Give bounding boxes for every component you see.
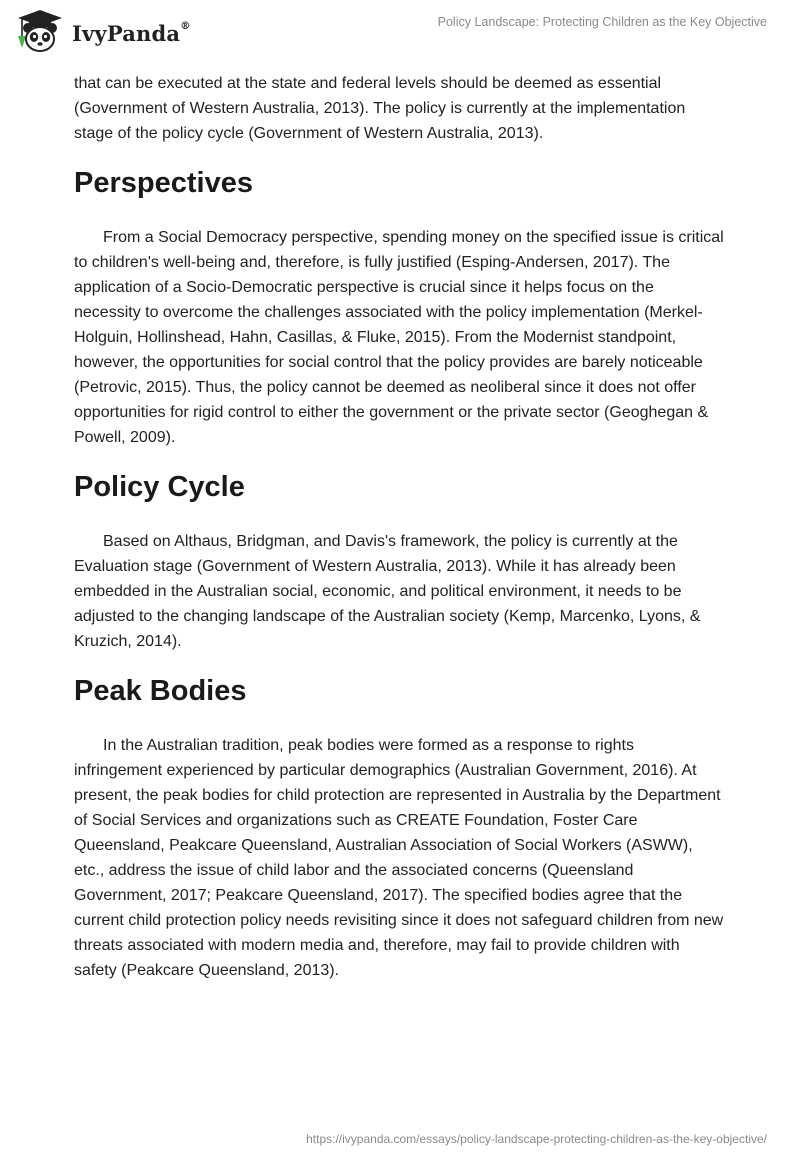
heading-policy-cycle: Policy Cycle [74,471,245,503]
essay-content [74,71,724,983]
document-title: Policy Landscape: Protecting Children as the Key Objective [437,15,767,29]
page-header [0,0,800,64]
paragraph-peak-bodies: In the Australian tradition, peak bodies were formed as a response to rights infringement experienced by particular demographics (Australian Government, 2016). At present, the peak bodies for child protection are represented in Australia by the Department of Social Services and organizations such as CREATE Foundation, Foster Care Queensland, Peakcare Queensland, Australian Association of Social Workers (ASWW), etc., address the issue of child labor and the associated concerns (Queensland Government, 2017; Peakcare Queensland, 2017). The specified bodies agree that the current child protection policy needs revisiting since it does not safeguard children from new threats associated with modern media and, therefore, may fail to provide children with safety (Peakcare Queensland, 2013). [74,737,724,979]
brand-name [72,21,190,46]
panda-graduate-icon [14,8,66,54]
paragraph-perspectives: From a Social Democracy perspective, spending money on the specified issue is critical to children's well-being and, therefore, is fully justified (Esping-Andersen, 2017). The application of a Socio-Democratic perspective is crucial since it helps focus on the necessity to overcome the challenges associated with the policy implementation (Merkel-Holguin, Hollinshead, Hahn, Casillas, & Fluke, 2015). From the Modernist standpoint, however, the opportunities for social control that the policy provides are barely noticeable (Petrovic, 2015). Thus, the policy cannot be deemed as neoliberal since it does not offer opportunities for rigid control to either the government or the private sector (Geoghegan & Powell, 2009). [74,229,724,446]
registered-mark: ® [180,20,191,32]
brand-name-text: IvyPanda [72,20,181,46]
paragraph-policy-cycle: Based on Althaus, Bridgman, and Davis's framework, the policy is currently at the Evaluation stage (Government of Western Australia, 2013). While it has already been embedded in the Australian social, economic, and political environment, it needs to be adjusted to the changing landscape of the Australian society (Kemp, Marcenko, Lyons, & Kruzich, 2014). [74,533,701,650]
ivypanda-logo[interactable] [14,8,190,54]
heading-perspectives: Perspectives [74,167,253,199]
intro-paragraph: that can be executed at the state and federal levels should be deemed as essential (Government of Western Australia, 2013). The policy is currently at the implementation stage of the policy cycle (Government of Western Australia, 2013). [74,75,686,142]
source-url-link[interactable]: https://ivypanda.com/essays/policy-landscape-protecting-children-as-the-key-objective/ [306,1132,767,1146]
heading-peak-bodies: Peak Bodies [74,675,247,707]
